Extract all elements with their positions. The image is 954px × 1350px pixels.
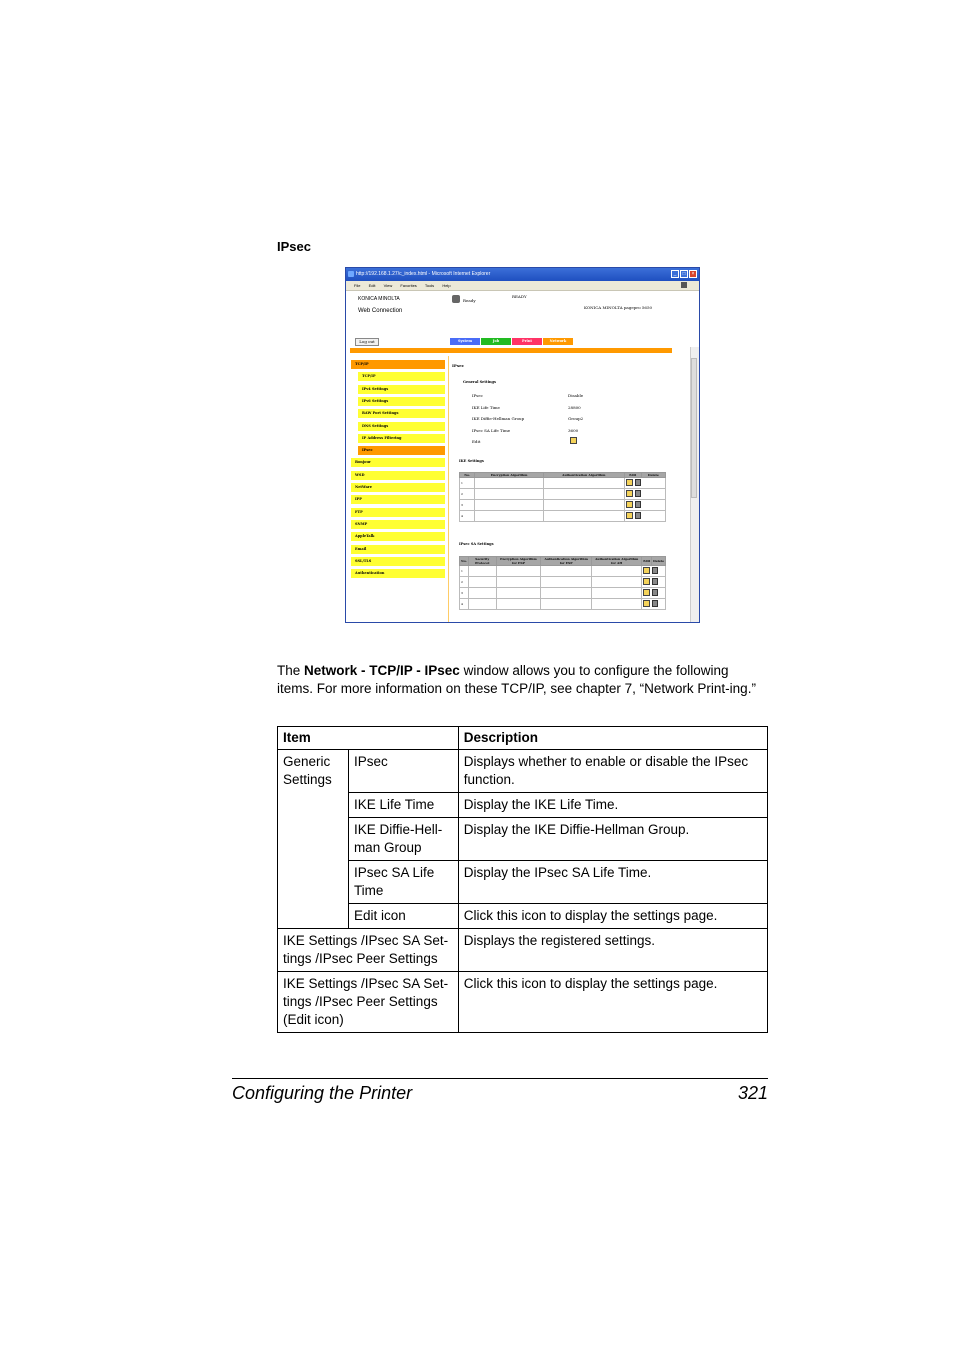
table-cell	[496, 577, 540, 588]
row-number: 2	[460, 577, 469, 588]
table-cell	[544, 489, 625, 500]
table-cell	[468, 588, 496, 599]
intro-paragraph	[277, 662, 768, 698]
general-value: 3600	[568, 427, 579, 433]
general-value: 28800	[568, 404, 581, 410]
brand-name: KONICA MINOLTA	[358, 296, 400, 302]
table-header: Authentication Algorithm for AH	[592, 557, 642, 566]
row-item: IKE Life Time	[348, 793, 458, 818]
table-cell	[544, 478, 625, 489]
sidebar-item[interactable]: AppleTalk	[351, 532, 445, 541]
row-number: 4	[460, 511, 475, 522]
sidebar-item[interactable]: IPv4 Settings	[358, 385, 445, 394]
row-description-edit-icon: Click this icon to display the settings page.	[458, 972, 767, 1033]
general-label: Edit	[472, 439, 481, 444]
intro-after: window allows you to configure the following items. For more information on these TCP/IP, see chapter 7, “Network Print-ing.”	[277, 663, 756, 696]
row-description: Click this icon to display the settings page.	[458, 904, 767, 929]
table-cell	[541, 566, 592, 577]
row-actions	[642, 599, 666, 610]
trash-icon[interactable]	[652, 600, 658, 607]
minimize-icon[interactable]: _	[671, 270, 679, 278]
product-name: Web Connection	[358, 308, 403, 314]
sidebar-item[interactable]: IP Address Filtering	[358, 434, 445, 443]
edit-icon[interactable]	[626, 501, 633, 508]
printer-model: KONICA MINOLTA pagepro 5650	[584, 305, 653, 310]
table-cell	[541, 588, 592, 599]
general-heading: General Settings	[463, 380, 496, 384]
table-cell	[468, 577, 496, 588]
edit-icon[interactable]	[643, 578, 650, 585]
general-value: Disable	[568, 393, 584, 398]
section-title: IPsec	[277, 239, 311, 254]
table-cell	[592, 599, 642, 610]
tab-system[interactable]: System	[450, 338, 480, 345]
table-header: Encryption Algorithm for ESP	[496, 557, 540, 566]
table-header: No.	[460, 557, 469, 566]
sidebar-item[interactable]: DNS Settings	[358, 422, 445, 431]
table-cell	[496, 599, 540, 610]
trash-icon[interactable]	[635, 512, 641, 519]
scrollbar-thumb[interactable]	[691, 358, 697, 498]
menu-edit[interactable]: Edit	[368, 283, 376, 288]
row-item: IKE Diffie-Hell-man Group	[348, 818, 458, 861]
trash-icon[interactable]	[652, 589, 658, 596]
row-actions	[642, 577, 666, 588]
row-actions	[624, 500, 665, 511]
sidebar-item[interactable]: IPv6 Settings	[358, 397, 445, 406]
table-header: Authentication Algorithm for ESP	[541, 557, 592, 566]
footer-rule	[232, 1078, 768, 1079]
table-header: Delete	[641, 473, 665, 478]
sidebar-divider	[448, 356, 449, 623]
sidebar-item[interactable]: Email	[351, 545, 445, 554]
menu-file[interactable]: File	[354, 283, 361, 288]
table-row	[460, 588, 666, 599]
status-text: Ready	[463, 298, 476, 303]
table-row	[460, 599, 666, 610]
row-item-edit-icon: IKE Settings /IPsec SA Set-tings /IPsec Peer Settings (Edit icon)	[278, 972, 459, 1033]
tab-network[interactable]: Network	[543, 338, 573, 345]
sidebar-item[interactable]: SNMP	[351, 520, 445, 529]
table-header: Edit	[642, 557, 652, 566]
printer-status-icon	[452, 295, 460, 303]
general-label: IPsec	[472, 393, 483, 398]
tab-underline-bar	[350, 348, 672, 353]
edit-icon[interactable]	[643, 600, 650, 607]
row-description: Display the IKE Life Time.	[458, 793, 767, 818]
sa-heading: IPsec SA Settings	[459, 542, 494, 546]
tab-job[interactable]: Job	[481, 338, 511, 345]
sidebar-item[interactable]: FTP	[351, 508, 445, 517]
status-upper: READY	[512, 294, 527, 299]
table-cell	[541, 577, 592, 588]
trash-icon[interactable]	[652, 578, 658, 585]
logout-button[interactable]: Log out	[355, 338, 379, 346]
row-item: IPsec SA Life Time	[348, 861, 458, 904]
row-description-settings: Displays the registered settings.	[458, 929, 767, 972]
table-cell	[544, 500, 625, 511]
ike-table	[459, 472, 666, 522]
table-cell	[592, 588, 642, 599]
window-title: http://192.168.1.27/c_index.html - Microsoft Internet Explorer	[356, 271, 491, 277]
close-icon[interactable]: ×	[689, 270, 697, 278]
trash-icon[interactable]	[635, 501, 641, 508]
sidebar-item[interactable]: NetWare	[351, 483, 445, 492]
sa-table	[459, 556, 666, 610]
menu-help[interactable]: Help	[442, 283, 451, 288]
trash-icon[interactable]	[652, 567, 658, 574]
header-item: Item	[278, 727, 459, 750]
intro-bold: Network - TCP/IP - IPsec	[304, 663, 460, 678]
row-actions	[624, 511, 665, 522]
menu-view[interactable]: View	[383, 283, 393, 288]
row-item-settings: IKE Settings /IPsec SA Set-tings /IPsec Peer Settings	[278, 929, 459, 972]
screenshot-window	[345, 267, 700, 623]
table-row	[460, 511, 666, 522]
row-description: Displays whether to enable or disable the IPsec function.	[458, 750, 767, 793]
table-cell	[544, 511, 625, 522]
row-actions	[642, 566, 666, 577]
table-cell	[496, 588, 540, 599]
table-row	[460, 577, 666, 588]
edit-icon[interactable]	[570, 437, 577, 444]
general-label: IPsec SA Life Time	[472, 427, 511, 433]
row-item: IPsec	[348, 750, 458, 793]
ie-logo-icon	[348, 271, 354, 277]
windows-flag-icon	[681, 282, 687, 288]
row-actions	[624, 489, 665, 500]
table-cell	[475, 489, 544, 500]
row-actions	[624, 478, 665, 489]
menu-bar	[346, 281, 699, 291]
table-cell	[475, 478, 544, 489]
table-header: Encryption Algorithm	[475, 473, 544, 478]
group-generic-settings: Generic Settings	[278, 750, 349, 929]
row-number: 2	[460, 489, 475, 500]
description-table	[277, 726, 768, 1033]
trash-icon[interactable]	[635, 479, 641, 486]
trash-icon[interactable]	[635, 490, 641, 497]
table-header: Edit	[624, 473, 641, 478]
row-description: Display the IKE Diffie-Hellman Group.	[458, 818, 767, 861]
intro-before: The	[277, 663, 305, 678]
table-cell	[592, 577, 642, 588]
table-header: Security Protocol	[468, 557, 496, 566]
table-cell	[541, 599, 592, 610]
maximize-icon[interactable]: □	[680, 270, 688, 278]
row-actions	[642, 588, 666, 599]
header-description: Description	[458, 727, 767, 750]
sidebar-item[interactable]: TCP/IP	[351, 360, 445, 369]
table-header: Delete	[652, 557, 666, 566]
footer-title: Configuring the Printer	[232, 1083, 413, 1103]
sidebar-item[interactable]: RAW Port Settings	[358, 409, 445, 418]
edit-icon[interactable]	[626, 479, 633, 486]
row-number: 3	[460, 500, 475, 511]
tab-print[interactable]: Print	[512, 338, 542, 345]
general-label: IKE Life Time	[472, 404, 500, 410]
edit-icon[interactable]	[626, 490, 633, 497]
row-number: 3	[460, 588, 469, 599]
table-cell	[475, 511, 544, 522]
table-cell	[468, 599, 496, 610]
table-cell	[496, 566, 540, 577]
table-row	[460, 500, 666, 511]
table-row	[460, 478, 666, 489]
menu-tools[interactable]: Tools	[424, 283, 435, 288]
sidebar-item[interactable]: SSL/TLS	[351, 557, 445, 566]
table-cell	[475, 500, 544, 511]
row-number: 4	[460, 599, 469, 610]
table-header: Authentication Algorithm	[544, 473, 625, 478]
row-number: 1	[460, 566, 469, 577]
sidebar-item[interactable]: IPsec	[358, 446, 445, 455]
table-header: No.	[460, 473, 475, 478]
table-row	[460, 566, 666, 577]
row-description: Display the IPsec SA Life Time.	[458, 861, 767, 904]
ike-heading: IKE Settings	[459, 459, 484, 463]
edit-icon[interactable]	[643, 567, 650, 574]
sidebar-item[interactable]: Bonjour	[351, 458, 445, 467]
row-number: 1	[460, 478, 475, 489]
sidebar-item[interactable]: TCP/IP	[358, 372, 445, 381]
menu-favorites[interactable]: Favorites	[400, 283, 417, 288]
table-row	[460, 489, 666, 500]
window-title-bar	[346, 268, 699, 281]
general-label: IKE Diffie-Hellman Group	[472, 416, 525, 421]
brand-block	[358, 296, 402, 314]
sidebar-item[interactable]: IPP	[351, 495, 445, 504]
table-cell	[468, 566, 496, 577]
table-cell	[592, 566, 642, 577]
page-heading: IPsec	[452, 363, 465, 368]
sidebar-item[interactable]: Authentication	[351, 569, 445, 578]
row-item: Edit icon	[348, 904, 458, 929]
sidebar-item[interactable]: WSD	[351, 471, 445, 480]
edit-icon[interactable]	[643, 589, 650, 596]
edit-icon[interactable]	[626, 512, 633, 519]
general-value: Group2	[568, 416, 584, 421]
page-number: 321	[737, 1083, 768, 1103]
